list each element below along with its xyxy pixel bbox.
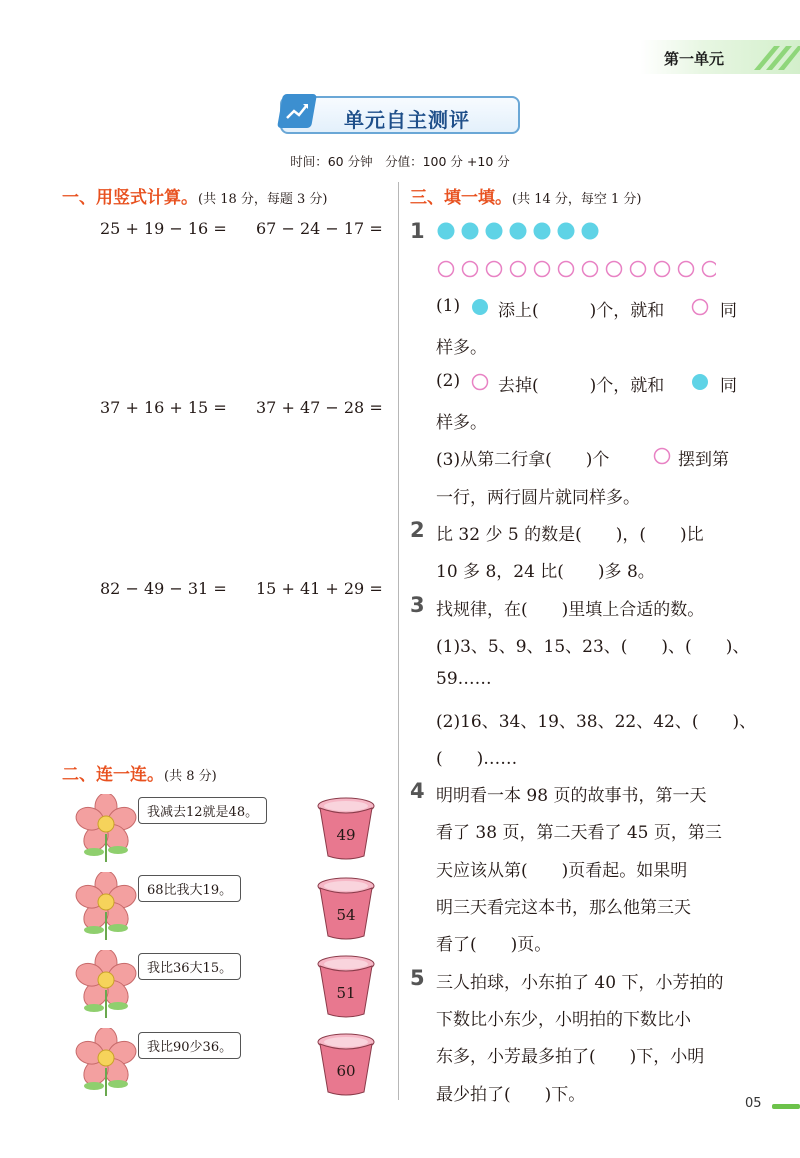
- flower-icon: [72, 1028, 138, 1096]
- section3-note: (共 14 分，每空 1 分): [512, 192, 642, 207]
- flower-pot[interactable]: [316, 876, 376, 940]
- section1-title: 一、用竖式计算。: [62, 188, 198, 208]
- q3-line: ( )……: [436, 749, 518, 769]
- cyan-dots-row: [436, 221, 606, 241]
- column-divider: [398, 182, 399, 1100]
- flower-pot[interactable]: [316, 796, 376, 860]
- pink-ring-icon: [471, 373, 489, 391]
- unit-tab: [640, 40, 800, 74]
- title-box: [280, 96, 520, 134]
- section2-heading: [62, 760, 217, 785]
- unit-label: 第一单元: [664, 50, 725, 68]
- page-title: 单元自主测评: [344, 108, 470, 132]
- q2-line: 比 32 少 5 的数是( )，( )比: [436, 525, 704, 545]
- q3-line: (2)16、34、19、38、22、42、( )、: [436, 712, 757, 732]
- flower-pot[interactable]: [316, 1032, 376, 1096]
- q1-part2-label: (2): [436, 371, 461, 391]
- question-number: 2: [410, 518, 425, 542]
- question-number: 4: [410, 779, 425, 803]
- flower-icon: [72, 872, 138, 940]
- q3-line: (1)3、5、9、15、23、( )、( )、: [436, 637, 750, 657]
- speech-bubble[interactable]: 我减去12就是48。: [138, 797, 267, 824]
- flower-icon: [72, 950, 138, 1018]
- speech-bubble[interactable]: 我比90少36。: [138, 1032, 241, 1059]
- pot-number: 60: [336, 1062, 356, 1080]
- q4-line: 明明看一本 98 页的故事书，第一天: [436, 786, 707, 806]
- q1-part2-wrap: 样多。: [436, 413, 487, 433]
- chart-trend-icon: [277, 94, 317, 128]
- question-number: 1: [410, 219, 425, 243]
- q1-part3-tail: 摆到第: [678, 450, 729, 470]
- question-number: 3: [410, 593, 425, 617]
- q5-line: 最少拍了( )下。: [436, 1085, 586, 1105]
- pot-number: 51: [336, 984, 356, 1002]
- pink-ring-icon: [691, 298, 709, 316]
- calc-problem: 15 + 41 + 29 =: [256, 579, 383, 598]
- q1-part3-text: (3)从第二行拿( )个: [436, 450, 610, 470]
- section2-note: (共 8 分): [164, 769, 217, 784]
- q1-part1-text: 添上( )个，就和: [498, 301, 665, 321]
- q5-line: 下数比小东少，小明拍的下数比小: [436, 1010, 691, 1030]
- section2-title: 二、连一连。: [62, 765, 164, 785]
- q1-part1-wrap: 样多。: [436, 338, 487, 358]
- q2-line: 10 多 8，24 比( )多 8。: [436, 562, 655, 582]
- time-score-line: 时间：60 分钟 分值：100 分 +10 分: [290, 154, 510, 169]
- pink-ring-icon: [653, 447, 671, 465]
- flower-icon: [72, 794, 138, 862]
- cyan-dot-icon: [471, 298, 489, 316]
- question-number: 5: [410, 966, 425, 990]
- q4-line: 看了 38 页，第二天看了 45 页，第三: [436, 823, 722, 843]
- q1-part1-tail: 同: [720, 301, 737, 321]
- q5-line: 东多，小芳最多拍了( )下，小明: [436, 1047, 705, 1067]
- pot-number: 49: [336, 826, 356, 844]
- speech-bubble[interactable]: 我比36大15。: [138, 953, 241, 980]
- section1-heading: [62, 183, 328, 208]
- section3-title: 三、填一填。: [410, 188, 512, 208]
- q1-part3-wrap: 一行，两行圆片就同样多。: [436, 488, 640, 508]
- q4-line: 天应该从第( )页看起。如果明: [436, 861, 688, 881]
- calc-problem: 37 + 47 − 28 =: [256, 398, 383, 417]
- q4-line: 看了( )页。: [436, 935, 552, 955]
- pot-number: 54: [336, 906, 356, 924]
- calc-problem: 82 − 49 − 31 =: [100, 579, 227, 598]
- flower-pot[interactable]: [316, 954, 376, 1018]
- q3-line: 59……: [436, 669, 492, 689]
- q3-line: 找规律，在( )里填上合适的数。: [436, 600, 705, 620]
- section3-heading: [410, 183, 642, 208]
- q1-part1-label: (1): [436, 296, 461, 316]
- page-number: 05: [745, 1096, 762, 1111]
- q1-part2-tail: 同: [720, 376, 737, 396]
- q5-line: 三人拍球，小东拍了 40 下，小芳拍的: [436, 973, 724, 993]
- page-number-bar: [772, 1104, 800, 1109]
- stripe-decoration-icon: [744, 44, 800, 72]
- q4-line: 明三天看完这本书，那么他第三天: [436, 898, 691, 918]
- speech-bubble[interactable]: 68比我大19。: [138, 875, 241, 902]
- pink-rings-row: [436, 259, 716, 279]
- section1-note: (共 18 分，每题 3 分): [198, 192, 328, 207]
- cyan-dot-icon: [691, 373, 709, 391]
- calc-problem: 37 + 16 + 15 =: [100, 398, 227, 417]
- q1-part2-text: 去掉( )个，就和: [498, 376, 665, 396]
- calc-problem: 67 − 24 − 17 =: [256, 219, 383, 238]
- calc-problem: 25 + 19 − 16 =: [100, 219, 227, 238]
